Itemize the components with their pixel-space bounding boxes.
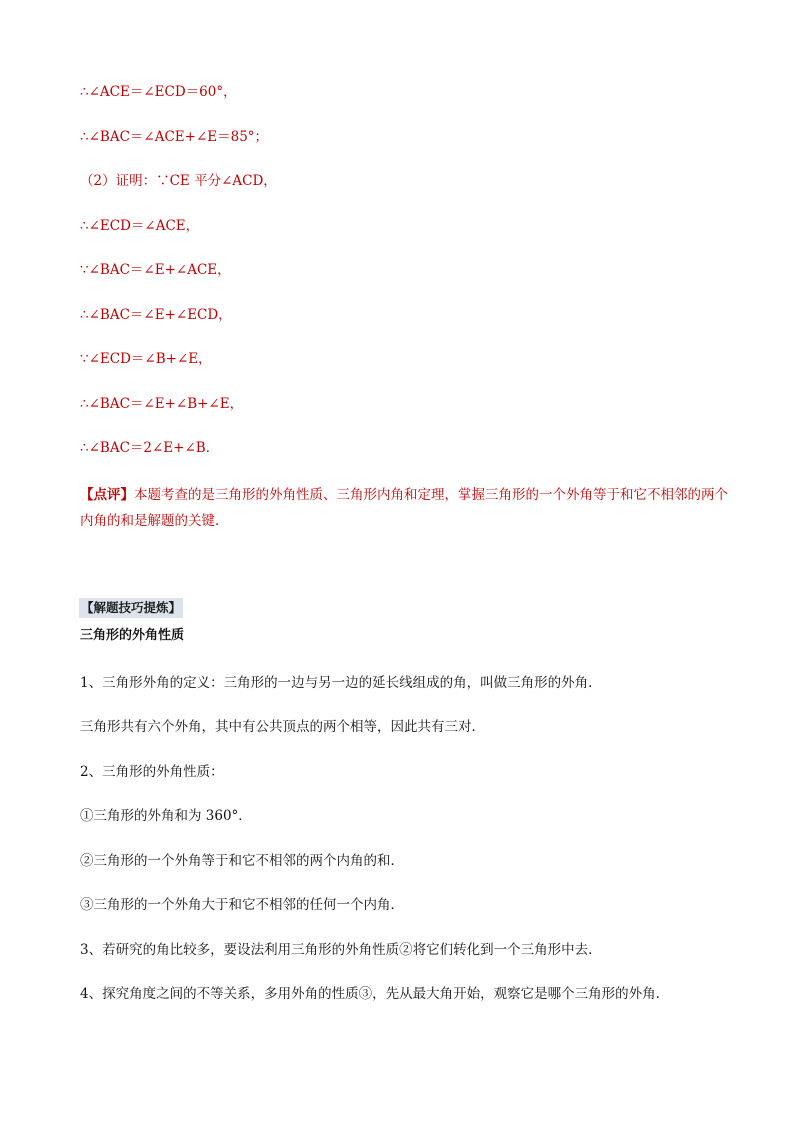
- review-tag: 【点评】: [80, 487, 134, 503]
- solution-line: ∴∠ACE＝∠ECD＝60°，: [80, 84, 237, 100]
- tips-subheading: 三角形的外角性质: [80, 628, 185, 643]
- solution-line: ∴∠BAC＝2∠E+∠B．: [80, 440, 220, 456]
- tip-line: 4、探究角度之间的不等关系，多用外角的性质③，先从最大角开始，观察它是哪个三角形的外角．: [80, 986, 670, 1002]
- solution-line: ∴∠BAC＝∠E+∠B+∠E，: [80, 396, 244, 412]
- tip-line: 1、三角形外角的定义：三角形的一边与另一边的延长线组成的角，叫做三角形的外角．: [80, 675, 602, 691]
- tip-line: ②三角形的一个外角等于和它不相邻的两个内角的和．: [80, 853, 404, 869]
- tip-line: 2、三角形的外角性质：: [80, 764, 224, 780]
- solution-line: ∵∠BAC＝∠E+∠ACE，: [80, 262, 231, 278]
- tip-line: 三角形共有六个外角，其中有公共顶点的两个相等，因此共有三对．: [80, 719, 485, 735]
- review-text: 本题考查的是三角形的外角性质、三角形内角和定理，掌握三角形的一个外角等于和它不相邻的两个内角的和是解题的关键．: [80, 487, 728, 529]
- solution-line: ∴∠BAC＝∠ACE+∠E＝85°；: [80, 129, 269, 145]
- tip-line: ③三角形的一个外角大于和它不相邻的任何一个内角．: [80, 897, 404, 913]
- tip-line: ①三角形的外角和为 360°．: [80, 808, 252, 824]
- solution-line: ∵∠ECD＝∠B+∠E，: [80, 351, 212, 367]
- tips-heading: 【解题技巧提炼】: [79, 598, 183, 618]
- solution-line: （2）证明：∵CE 平分∠ACD，: [80, 173, 277, 189]
- review-paragraph: [80, 482, 730, 534]
- tip-line: 3、若研究的角比较多，要设法利用三角形的外角性质②将它们转化到一个三角形中去．: [80, 942, 602, 958]
- solution-line: ∴∠ECD＝∠ACE，: [80, 218, 200, 234]
- solution-line: ∴∠BAC＝∠E+∠ECD，: [80, 307, 232, 323]
